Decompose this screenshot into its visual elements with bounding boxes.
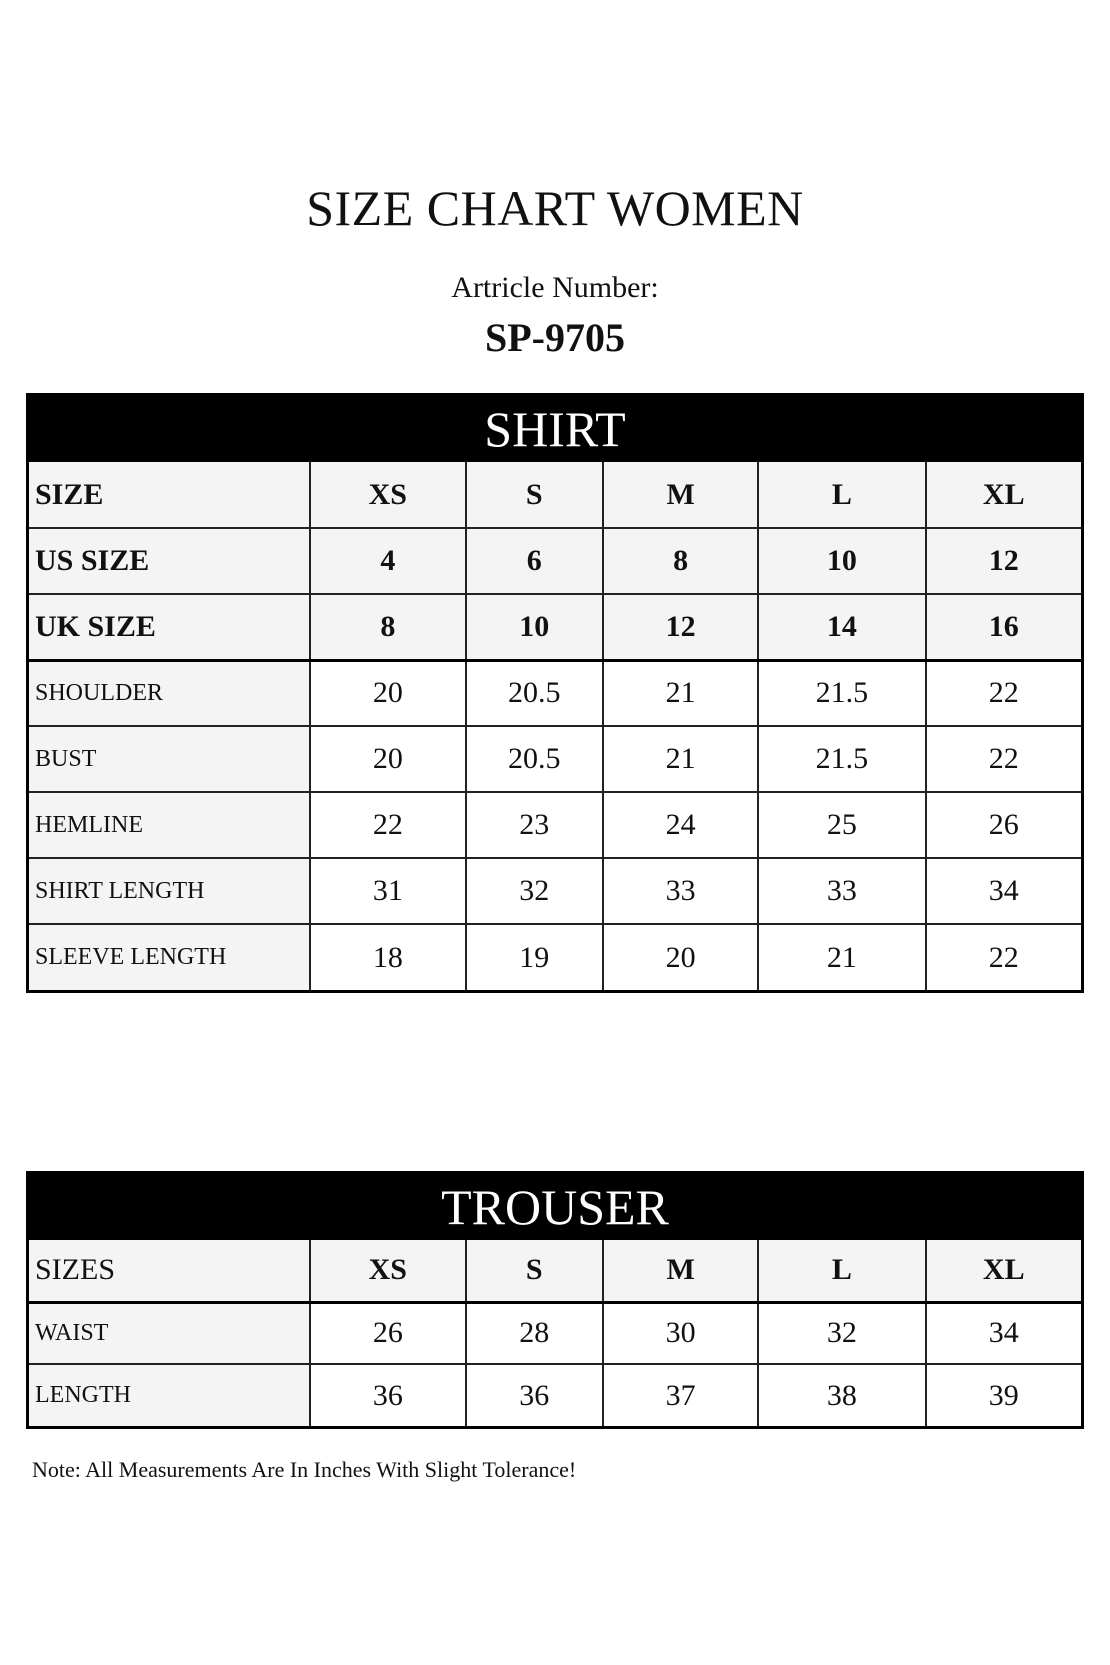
page-title: SIZE CHART WOMEN — [306, 180, 804, 236]
row-label: SLEEVE LENGTH — [29, 924, 310, 990]
table-cell: 20 — [310, 726, 465, 792]
shirt-us-size-row — [29, 528, 1081, 594]
shirt-section-header: SHIRT — [29, 396, 1081, 462]
table-cell: 12 — [926, 528, 1082, 594]
trouser-size-xl: XL — [926, 1240, 1082, 1302]
trouser-section-header: TROUSER — [29, 1174, 1081, 1240]
table-cell: 22 — [926, 726, 1082, 792]
table-cell: 20 — [603, 924, 758, 990]
table-cell: 10 — [466, 594, 603, 660]
table-cell: 22 — [310, 792, 465, 858]
shirt-bust-row — [29, 726, 1081, 792]
table-cell: 6 — [466, 528, 603, 594]
row-label: SHIRT LENGTH — [29, 858, 310, 924]
article-number: SP-9705 — [485, 315, 625, 360]
table-cell: 20 — [310, 660, 465, 726]
row-label: SHOULDER — [29, 660, 310, 726]
table-cell: 37 — [603, 1364, 758, 1426]
table-cell: 21 — [603, 660, 758, 726]
table-cell: 21 — [758, 924, 925, 990]
table-cell: 22 — [926, 660, 1082, 726]
table-cell: 18 — [310, 924, 465, 990]
shirt-size-label: SIZE — [29, 462, 310, 528]
row-label: LENGTH — [29, 1364, 310, 1426]
table-cell: 26 — [926, 792, 1082, 858]
table-cell: 36 — [310, 1364, 465, 1426]
table-cell: 10 — [758, 528, 925, 594]
shirt-size-table — [29, 462, 1081, 990]
shirt-length-row — [29, 858, 1081, 924]
table-cell: 4 — [310, 528, 465, 594]
table-cell: 20.5 — [466, 660, 603, 726]
shirt-hemline-row — [29, 792, 1081, 858]
shirt-sleeve-length-row — [29, 924, 1081, 990]
table-cell: 31 — [310, 858, 465, 924]
table-cell: 30 — [603, 1302, 758, 1364]
row-label: UK SIZE — [29, 594, 310, 660]
table-cell: 33 — [758, 858, 925, 924]
trouser-sizes-label: SIZES — [29, 1240, 310, 1302]
table-cell: 21.5 — [758, 726, 925, 792]
table-cell: 16 — [926, 594, 1082, 660]
shirt-size-section — [26, 393, 1084, 993]
shirt-size-xs: XS — [310, 462, 465, 528]
trouser-length-row — [29, 1364, 1081, 1426]
table-cell: 20.5 — [466, 726, 603, 792]
table-cell: 22 — [926, 924, 1082, 990]
table-cell: 24 — [603, 792, 758, 858]
trouser-size-header-row — [29, 1240, 1081, 1302]
trouser-size-m: M — [603, 1240, 758, 1302]
table-cell: 38 — [758, 1364, 925, 1426]
table-cell: 8 — [310, 594, 465, 660]
table-cell: 34 — [926, 1302, 1082, 1364]
trouser-size-s: S — [466, 1240, 603, 1302]
table-cell: 23 — [466, 792, 603, 858]
row-label: BUST — [29, 726, 310, 792]
table-cell: 34 — [926, 858, 1082, 924]
trouser-size-table — [29, 1240, 1081, 1426]
table-cell: 32 — [466, 858, 603, 924]
trouser-size-section — [26, 1171, 1084, 1429]
article-number-label: Artricle Number: — [451, 271, 659, 304]
shirt-size-xl: XL — [926, 462, 1082, 528]
shirt-size-m: M — [603, 462, 758, 528]
table-cell: 12 — [603, 594, 758, 660]
shirt-size-s: S — [466, 462, 603, 528]
row-label: WAIST — [29, 1302, 310, 1364]
shirt-shoulder-row — [29, 660, 1081, 726]
trouser-size-xs: XS — [310, 1240, 465, 1302]
table-cell: 33 — [603, 858, 758, 924]
shirt-uk-size-row — [29, 594, 1081, 660]
shirt-size-header-row — [29, 462, 1081, 528]
row-label: US SIZE — [29, 528, 310, 594]
row-label: HEMLINE — [29, 792, 310, 858]
table-cell: 8 — [603, 528, 758, 594]
table-cell: 39 — [926, 1364, 1082, 1426]
table-cell: 21.5 — [758, 660, 925, 726]
trouser-size-l: L — [758, 1240, 925, 1302]
shirt-size-l: L — [758, 462, 925, 528]
table-cell: 21 — [603, 726, 758, 792]
trouser-waist-row — [29, 1302, 1081, 1364]
table-cell: 14 — [758, 594, 925, 660]
table-cell: 25 — [758, 792, 925, 858]
table-cell: 19 — [466, 924, 603, 990]
table-cell: 28 — [466, 1302, 603, 1364]
table-cell: 36 — [466, 1364, 603, 1426]
table-cell: 32 — [758, 1302, 925, 1364]
table-cell: 26 — [310, 1302, 465, 1364]
measurement-note: Note: All Measurements Are In Inches With Slight Tolerance! — [32, 1457, 577, 1482]
